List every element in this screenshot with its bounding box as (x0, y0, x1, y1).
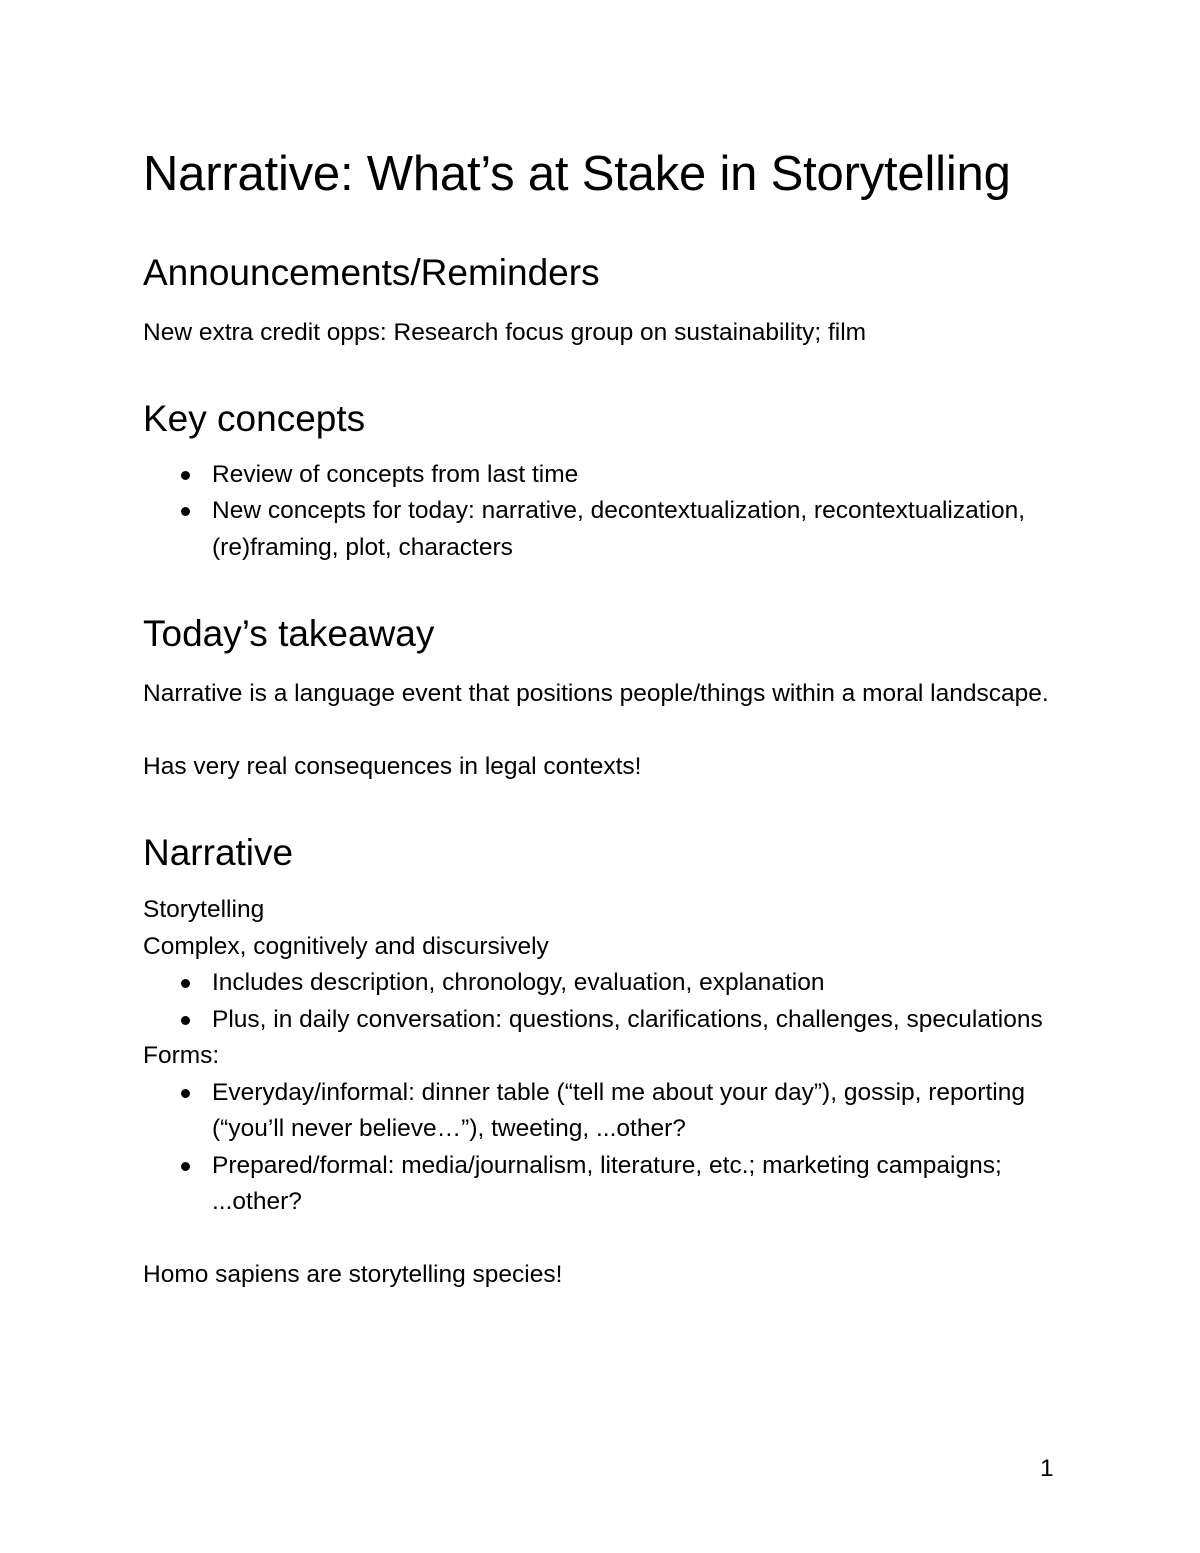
bullet-icon (181, 979, 190, 988)
list-item (143, 1002, 1063, 1039)
list-item (143, 1148, 1063, 1221)
announcement-text: New extra credit opps: Research focus group on sustainability; film (143, 319, 867, 346)
narrative-list-b (143, 1075, 1063, 1221)
heading-key-concepts: Key concepts (143, 397, 366, 439)
narrative-closing: Homo sapiens are storytelling species! (143, 1260, 563, 1288)
page-number: 1 (1040, 1455, 1054, 1482)
heading-announcements: Announcements/Reminders (143, 252, 600, 293)
bullet-icon (181, 1016, 190, 1025)
key-concepts-list (143, 457, 1063, 567)
heading-narrative: Narrative (143, 832, 294, 873)
takeaway-paragraph-2: Has very real consequences in legal contexts! (143, 752, 642, 780)
narrative-line-2: Complex, cognitively and discursively (143, 932, 549, 960)
list-item-text: Review of concepts from last time (212, 460, 579, 488)
document-title: Narrative: What’s at Stake in Storytelling (143, 147, 1011, 201)
list-item (143, 1075, 1063, 1148)
takeaway-paragraph-1: Narrative is a language event that positions people/things within a moral landscape. (143, 680, 1049, 707)
list-item (143, 457, 1063, 494)
list-item-text: Prepared/formal: media/journalism, literature, etc.; marketing campaigns; ...other? (212, 1151, 1002, 1215)
list-item (143, 493, 1063, 566)
bullet-icon (181, 471, 190, 480)
narrative-list-a (143, 965, 1063, 1038)
list-item (143, 965, 1063, 1002)
heading-takeaway: Today’s takeaway (143, 613, 435, 654)
list-item-text: Everyday/informal: dinner table (“tell me about your day”), gossip, reporting (“you’ll never believe…”), tweeting, ...other? (212, 1078, 1025, 1142)
bullet-icon (181, 1089, 190, 1098)
list-item-text: Plus, in daily conversation: questions, clarifications, challenges, speculations (212, 1005, 1043, 1033)
list-item-text: New concepts for today: narrative, decontextualization, recontextualization, (re)framing, plot, characters (212, 497, 1026, 561)
list-item-text: Includes description, chronology, evaluation, explanation (212, 969, 825, 996)
bullet-icon (181, 1162, 190, 1171)
forms-label: Forms: (143, 1042, 220, 1069)
narrative-line-1: Storytelling (143, 896, 265, 923)
document-content (143, 140, 1063, 1293)
bullet-icon (181, 507, 190, 516)
